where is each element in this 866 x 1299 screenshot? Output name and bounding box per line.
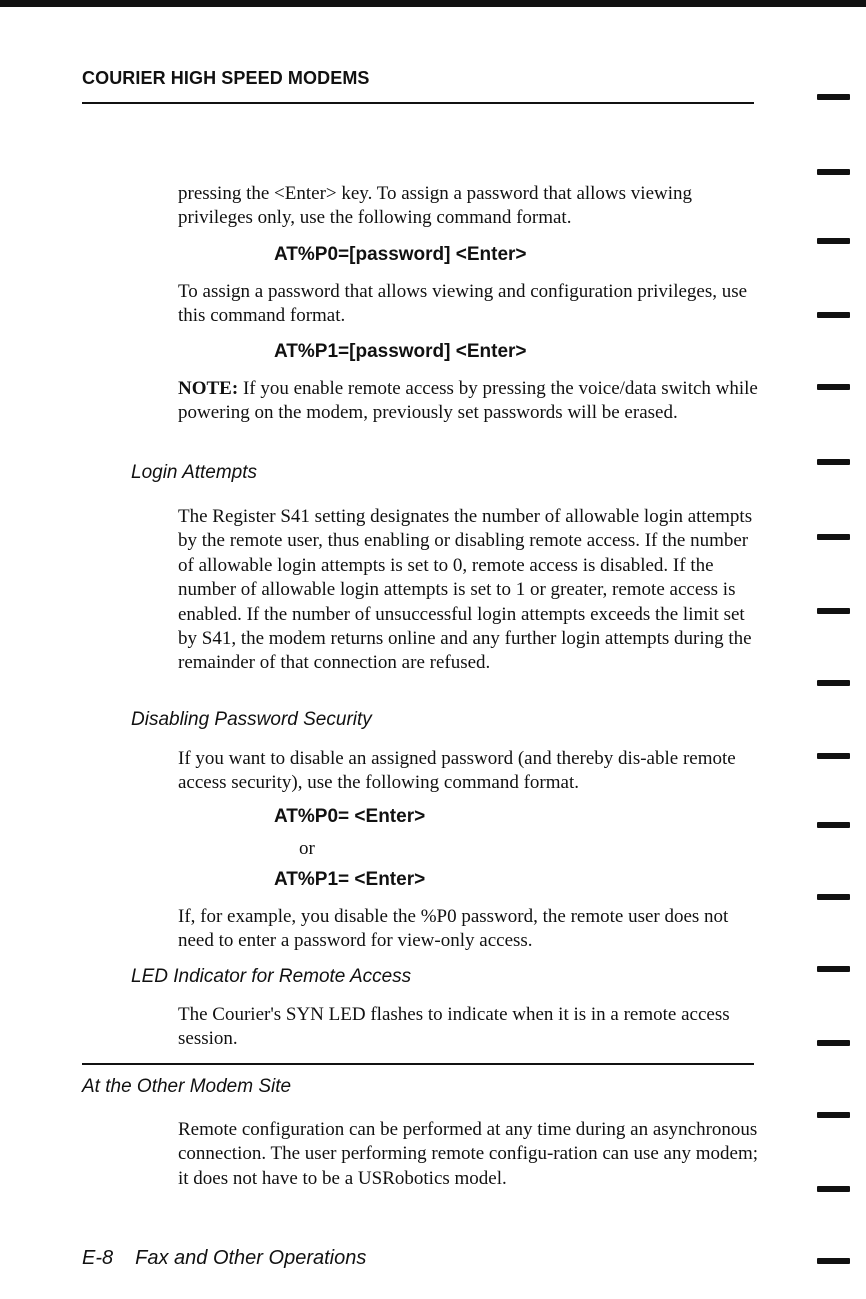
paragraph-disabling-password: If you want to disable an assigned password (and thereby dis-able remote access security), use the following command format. (178, 748, 736, 794)
header-rule (82, 102, 754, 104)
heading-other-modem-site: At the Other Modem Site (82, 1076, 292, 1097)
margin-mark (817, 894, 850, 900)
margin-mark (817, 966, 850, 972)
heading-led-indicator: LED Indicator for Remote Access (131, 966, 412, 987)
page-header-title: COURIER HIGH SPEED MODEMS (82, 68, 370, 88)
section-rule (82, 1063, 754, 1065)
margin-mark (817, 312, 850, 318)
command-view-password: AT%P0=[password] <Enter> (274, 244, 527, 265)
paragraph-config-password: To assign a password that allows viewing and configuration privileges, use this command format. (178, 281, 748, 327)
paragraph-view-password: pressing the <Enter> key. To assign a password that allows viewing privileges only, use the following command format. (178, 183, 693, 229)
margin-mark (817, 534, 850, 540)
top-border (0, 0, 866, 7)
note-paragraph (178, 377, 758, 426)
margin-mark (817, 94, 850, 100)
margin-mark (817, 169, 850, 175)
paragraph-led-indicator: The Courier's SYN LED flashes to indicate when it is in a remote access session. (178, 1004, 730, 1050)
margin-mark (817, 680, 850, 686)
footer-title: Fax and Other Operations (135, 1247, 367, 1269)
heading-login-attempts: Login Attempts (131, 462, 258, 483)
margin-mark (817, 753, 850, 759)
margin-mark (817, 459, 850, 465)
command-disable-view-password: AT%P0= <Enter> (274, 806, 426, 827)
footer-page-number: E-8 (82, 1247, 114, 1269)
page-footer (82, 1247, 366, 1270)
margin-mark (817, 238, 850, 244)
paragraph-other-modem-site: Remote configuration can be performed at any time during an asynchronous connection. The user performing remote configu-ration can use any modem; it does not have to be a USRobotics model. (178, 1119, 759, 1189)
paragraph-login-attempts: The Register S41 setting designates the number of allowable login attempts by the remote user, thus enabling or disabling remote access. If the number of allowable login attempts is set to 0, remote access is disabled. If the number of allowable login attempts is set to 1 or greater, remote access is enabled. If the number of unsuccessful login attempts exceeds the limit set by S41, the modem returns online and any further login attempts during the remainder of that connection are refused. (178, 506, 753, 674)
paragraph-example: If, for example, you disable the %P0 password, the remote user does not need to enter a password for view-only access. (178, 906, 729, 952)
margin-mark (817, 822, 850, 828)
margin-mark (817, 384, 850, 390)
margin-mark (817, 608, 850, 614)
margin-mark (817, 1112, 850, 1118)
margin-mark (817, 1040, 850, 1046)
margin-mark (817, 1258, 850, 1264)
command-config-password: AT%P1=[password] <Enter> (274, 341, 527, 362)
margin-mark (817, 1186, 850, 1192)
heading-disabling-password: Disabling Password Security (131, 709, 372, 730)
command-disable-config-password: AT%P1= <Enter> (274, 869, 426, 890)
or-text: or (299, 838, 315, 859)
note-label: NOTE: (178, 378, 239, 399)
note-text: If you enable remote access by pressing the voice/data switch while powering on the modem, previously set passwords will be erased. (178, 378, 758, 424)
